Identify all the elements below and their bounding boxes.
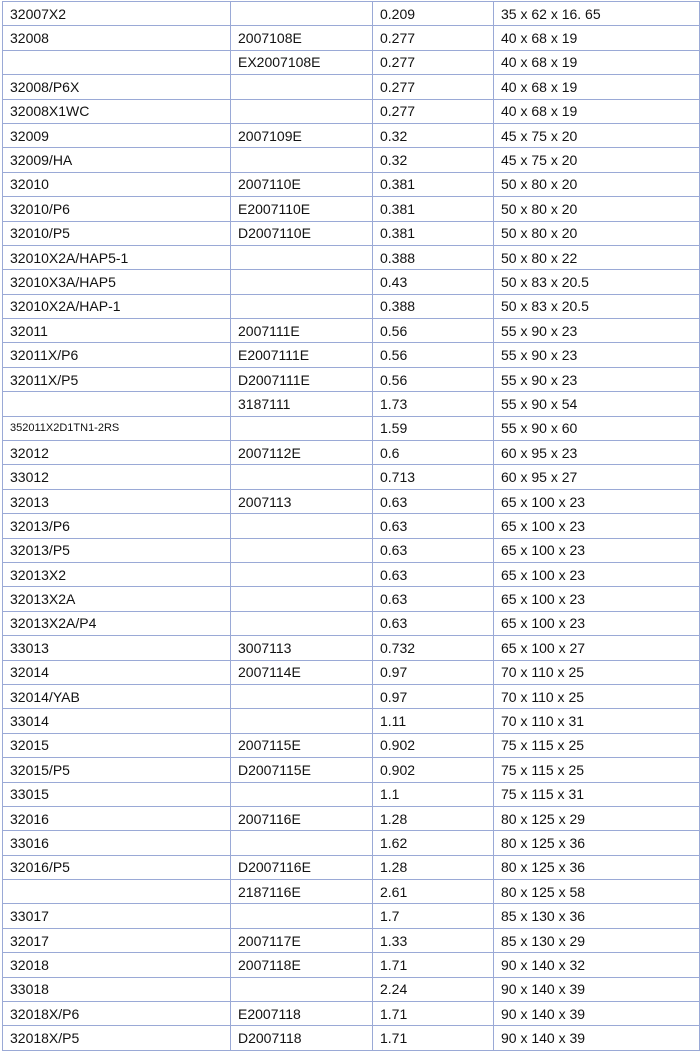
alt-number-cell: 2007118E [231, 953, 373, 977]
part-number-cell: 32014/YAB [3, 684, 231, 708]
dimensions-cell: 40 x 68 x 19 [494, 75, 700, 99]
weight-cell: 0.277 [373, 99, 494, 123]
part-number-cell [3, 392, 231, 416]
part-number-cell: 33015 [3, 782, 231, 806]
table-row [3, 99, 700, 123]
dimensions-cell: 55 x 90 x 54 [494, 392, 700, 416]
dimensions-cell: 65 x 100 x 23 [494, 587, 700, 611]
part-number-cell: 32013X2A [3, 587, 231, 611]
alt-number-cell: 2007108E [231, 26, 373, 50]
part-number-cell: 33018 [3, 977, 231, 1001]
alt-number-cell: 2007111E [231, 319, 373, 343]
table-row [3, 709, 700, 733]
part-number-cell: 32018 [3, 953, 231, 977]
dimensions-cell: 50 x 83 x 20.5 [494, 270, 700, 294]
weight-cell: 0.63 [373, 489, 494, 513]
weight-cell: 2.61 [373, 880, 494, 904]
dimensions-cell: 65 x 100 x 23 [494, 489, 700, 513]
alt-number-cell [231, 782, 373, 806]
weight-cell: 0.32 [373, 148, 494, 172]
weight-cell: 0.63 [373, 514, 494, 538]
weight-cell: 2.24 [373, 977, 494, 1001]
alt-number-cell [231, 270, 373, 294]
alt-number-cell [231, 977, 373, 1001]
table-row [3, 684, 700, 708]
weight-cell: 1.59 [373, 416, 494, 440]
alt-number-cell: D2007116E [231, 855, 373, 879]
weight-cell: 1.1 [373, 782, 494, 806]
table-row [3, 977, 700, 1001]
alt-number-cell: D2007111E [231, 367, 373, 391]
dimensions-cell: 70 x 110 x 25 [494, 660, 700, 684]
table-row [3, 514, 700, 538]
alt-number-cell: 2187116E [231, 880, 373, 904]
weight-cell: 0.277 [373, 50, 494, 74]
alt-number-cell: 2007115E [231, 733, 373, 757]
part-number-cell: 32010 [3, 172, 231, 196]
part-number-cell: 32013/P5 [3, 538, 231, 562]
table-row [3, 343, 700, 367]
alt-number-cell: D2007118 [231, 1026, 373, 1050]
weight-cell: 0.381 [373, 221, 494, 245]
alt-number-cell [231, 99, 373, 123]
table-row [3, 392, 700, 416]
alt-number-cell [231, 611, 373, 635]
dimensions-cell: 50 x 80 x 20 [494, 221, 700, 245]
table-row [3, 904, 700, 928]
table-row [3, 441, 700, 465]
alt-number-cell [231, 2, 373, 26]
part-number-cell: 32010X2A/HAP5-1 [3, 245, 231, 269]
alt-number-cell: D2007115E [231, 758, 373, 782]
dimensions-cell: 70 x 110 x 31 [494, 709, 700, 733]
part-number-cell: 32012 [3, 441, 231, 465]
weight-cell: 1.28 [373, 806, 494, 830]
dimensions-cell: 40 x 68 x 19 [494, 99, 700, 123]
part-number-cell: 32013/P6 [3, 514, 231, 538]
table-row [3, 758, 700, 782]
weight-cell: 0.6 [373, 441, 494, 465]
weight-cell: 0.97 [373, 660, 494, 684]
weight-cell: 1.11 [373, 709, 494, 733]
part-number-cell: 32016/P5 [3, 855, 231, 879]
alt-number-cell [231, 148, 373, 172]
alt-number-cell [231, 587, 373, 611]
weight-cell: 0.902 [373, 733, 494, 757]
dimensions-cell: 75 x 115 x 31 [494, 782, 700, 806]
alt-number-cell: 2007116E [231, 806, 373, 830]
weight-cell: 1.73 [373, 392, 494, 416]
weight-cell: 0.56 [373, 319, 494, 343]
weight-cell: 1.71 [373, 1026, 494, 1050]
part-number-cell: 32011X/P6 [3, 343, 231, 367]
table-row [3, 465, 700, 489]
table-row [3, 148, 700, 172]
weight-cell: 0.63 [373, 611, 494, 635]
part-number-cell: 32008X1WC [3, 99, 231, 123]
dimensions-cell: 85 x 130 x 36 [494, 904, 700, 928]
table-row [3, 1026, 700, 1050]
alt-number-cell [231, 904, 373, 928]
dimensions-cell: 75 x 115 x 25 [494, 733, 700, 757]
dimensions-cell: 85 x 130 x 29 [494, 928, 700, 952]
alt-number-cell [231, 416, 373, 440]
weight-cell: 0.381 [373, 172, 494, 196]
weight-cell: 1.71 [373, 1002, 494, 1026]
table-row [3, 587, 700, 611]
dimensions-cell: 55 x 90 x 23 [494, 319, 700, 343]
alt-number-cell [231, 709, 373, 733]
table-row [3, 953, 700, 977]
table-row [3, 123, 700, 147]
part-number-cell: 32017 [3, 928, 231, 952]
dimensions-cell: 80 x 125 x 29 [494, 806, 700, 830]
table-row [3, 270, 700, 294]
weight-cell: 0.63 [373, 562, 494, 586]
part-number-cell: 32009 [3, 123, 231, 147]
weight-cell: 0.56 [373, 343, 494, 367]
dimensions-cell: 50 x 80 x 20 [494, 172, 700, 196]
dimensions-cell: 80 x 125 x 58 [494, 880, 700, 904]
dimensions-cell: 60 x 95 x 27 [494, 465, 700, 489]
alt-number-cell: EX2007108E [231, 50, 373, 74]
dimensions-cell: 50 x 83 x 20.5 [494, 294, 700, 318]
part-number-cell: 32015/P5 [3, 758, 231, 782]
weight-cell: 1.28 [373, 855, 494, 879]
dimensions-cell: 55 x 90 x 23 [494, 343, 700, 367]
dimensions-cell: 55 x 90 x 60 [494, 416, 700, 440]
dimensions-cell: 55 x 90 x 23 [494, 367, 700, 391]
weight-cell: 0.388 [373, 294, 494, 318]
alt-number-cell [231, 465, 373, 489]
alt-number-cell [231, 684, 373, 708]
part-number-cell: 33014 [3, 709, 231, 733]
part-number-cell: 352011X2D1TN1-2RS [3, 416, 231, 440]
weight-cell: 1.7 [373, 904, 494, 928]
table-row [3, 75, 700, 99]
table-row [3, 562, 700, 586]
alt-number-cell: D2007110E [231, 221, 373, 245]
weight-cell: 0.32 [373, 123, 494, 147]
dimensions-cell: 90 x 140 x 39 [494, 1002, 700, 1026]
part-number-cell: 32016 [3, 806, 231, 830]
table-row [3, 855, 700, 879]
table-row [3, 221, 700, 245]
table-row [3, 245, 700, 269]
part-number-cell: 32008/P6X [3, 75, 231, 99]
alt-number-cell: 2007117E [231, 928, 373, 952]
dimensions-cell: 45 x 75 x 20 [494, 123, 700, 147]
part-number-cell: 32015 [3, 733, 231, 757]
table-row [3, 2, 700, 26]
weight-cell: 1.33 [373, 928, 494, 952]
alt-number-cell: 2007110E [231, 172, 373, 196]
weight-cell: 0.63 [373, 587, 494, 611]
table-row [3, 880, 700, 904]
table-body [3, 2, 700, 1051]
alt-number-cell: 2007112E [231, 441, 373, 465]
dimensions-cell: 40 x 68 x 19 [494, 50, 700, 74]
part-number-cell: 32010X3A/HAP5 [3, 270, 231, 294]
part-number-cell: 32010/P5 [3, 221, 231, 245]
part-number-cell: 32011X/P5 [3, 367, 231, 391]
part-number-cell: 33013 [3, 636, 231, 660]
alt-number-cell: E2007111E [231, 343, 373, 367]
part-number-cell: 32013X2 [3, 562, 231, 586]
weight-cell: 0.902 [373, 758, 494, 782]
table-row [3, 416, 700, 440]
table-row [3, 733, 700, 757]
dimensions-cell: 65 x 100 x 27 [494, 636, 700, 660]
dimensions-cell: 60 x 95 x 23 [494, 441, 700, 465]
part-number-cell: 32010/P6 [3, 197, 231, 221]
dimensions-cell: 90 x 140 x 32 [494, 953, 700, 977]
part-number-cell: 32013 [3, 489, 231, 513]
dimensions-cell: 35 x 62 x 16. 65 [494, 2, 700, 26]
alt-number-cell [231, 514, 373, 538]
table-row [3, 294, 700, 318]
table-row [3, 806, 700, 830]
dimensions-cell: 65 x 100 x 23 [494, 611, 700, 635]
table-row [3, 928, 700, 952]
table-row [3, 50, 700, 74]
alt-number-cell [231, 562, 373, 586]
weight-cell: 1.62 [373, 831, 494, 855]
table-row [3, 489, 700, 513]
weight-cell: 0.381 [373, 197, 494, 221]
weight-cell: 0.388 [373, 245, 494, 269]
table-row [3, 319, 700, 343]
dimensions-cell: 65 x 100 x 23 [494, 562, 700, 586]
alt-number-cell [231, 294, 373, 318]
dimensions-cell: 70 x 110 x 25 [494, 684, 700, 708]
table-row [3, 831, 700, 855]
alt-number-cell: E2007118 [231, 1002, 373, 1026]
dimensions-cell: 90 x 140 x 39 [494, 977, 700, 1001]
weight-cell: 0.56 [373, 367, 494, 391]
part-number-cell: 32013X2A/P4 [3, 611, 231, 635]
dimensions-cell: 45 x 75 x 20 [494, 148, 700, 172]
part-number-cell: 32008 [3, 26, 231, 50]
weight-cell: 0.209 [373, 2, 494, 26]
alt-number-cell: 3007113 [231, 636, 373, 660]
dimensions-cell: 65 x 100 x 23 [494, 514, 700, 538]
part-number-cell [3, 880, 231, 904]
alt-number-cell [231, 245, 373, 269]
table-row [3, 636, 700, 660]
alt-number-cell: 2007113 [231, 489, 373, 513]
dimensions-cell: 40 x 68 x 19 [494, 26, 700, 50]
table-row [3, 782, 700, 806]
table-row [3, 611, 700, 635]
dimensions-cell: 50 x 80 x 22 [494, 245, 700, 269]
part-number-cell: 32014 [3, 660, 231, 684]
part-number-cell: 33017 [3, 904, 231, 928]
alt-number-cell [231, 538, 373, 562]
alt-number-cell: E2007110E [231, 197, 373, 221]
part-number-cell: 33016 [3, 831, 231, 855]
weight-cell: 0.732 [373, 636, 494, 660]
dimensions-cell: 75 x 115 x 25 [494, 758, 700, 782]
table-row [3, 538, 700, 562]
table-row [3, 367, 700, 391]
part-number-cell: 33012 [3, 465, 231, 489]
dimensions-cell: 90 x 140 x 39 [494, 1026, 700, 1050]
table-row [3, 197, 700, 221]
part-number-cell: 32018X/P5 [3, 1026, 231, 1050]
alt-number-cell: 2007114E [231, 660, 373, 684]
table-row [3, 172, 700, 196]
table-row [3, 26, 700, 50]
dimensions-cell: 80 x 125 x 36 [494, 831, 700, 855]
part-number-cell: 32009/HA [3, 148, 231, 172]
weight-cell: 0.277 [373, 26, 494, 50]
weight-cell: 0.43 [373, 270, 494, 294]
part-number-cell [3, 50, 231, 74]
dimensions-cell: 50 x 80 x 20 [494, 197, 700, 221]
part-number-cell: 32018X/P6 [3, 1002, 231, 1026]
alt-number-cell [231, 75, 373, 99]
weight-cell: 0.63 [373, 538, 494, 562]
weight-cell: 0.97 [373, 684, 494, 708]
alt-number-cell: 3187111 [231, 392, 373, 416]
part-number-cell: 32007X2 [3, 2, 231, 26]
table-row [3, 660, 700, 684]
weight-cell: 1.71 [373, 953, 494, 977]
bearing-spec-table [2, 1, 700, 1051]
weight-cell: 0.713 [373, 465, 494, 489]
dimensions-cell: 80 x 125 x 36 [494, 855, 700, 879]
alt-number-cell: 2007109E [231, 123, 373, 147]
dimensions-cell: 65 x 100 x 23 [494, 538, 700, 562]
part-number-cell: 32011 [3, 319, 231, 343]
alt-number-cell [231, 831, 373, 855]
table-row [3, 1002, 700, 1026]
weight-cell: 0.277 [373, 75, 494, 99]
part-number-cell: 32010X2A/HAP-1 [3, 294, 231, 318]
